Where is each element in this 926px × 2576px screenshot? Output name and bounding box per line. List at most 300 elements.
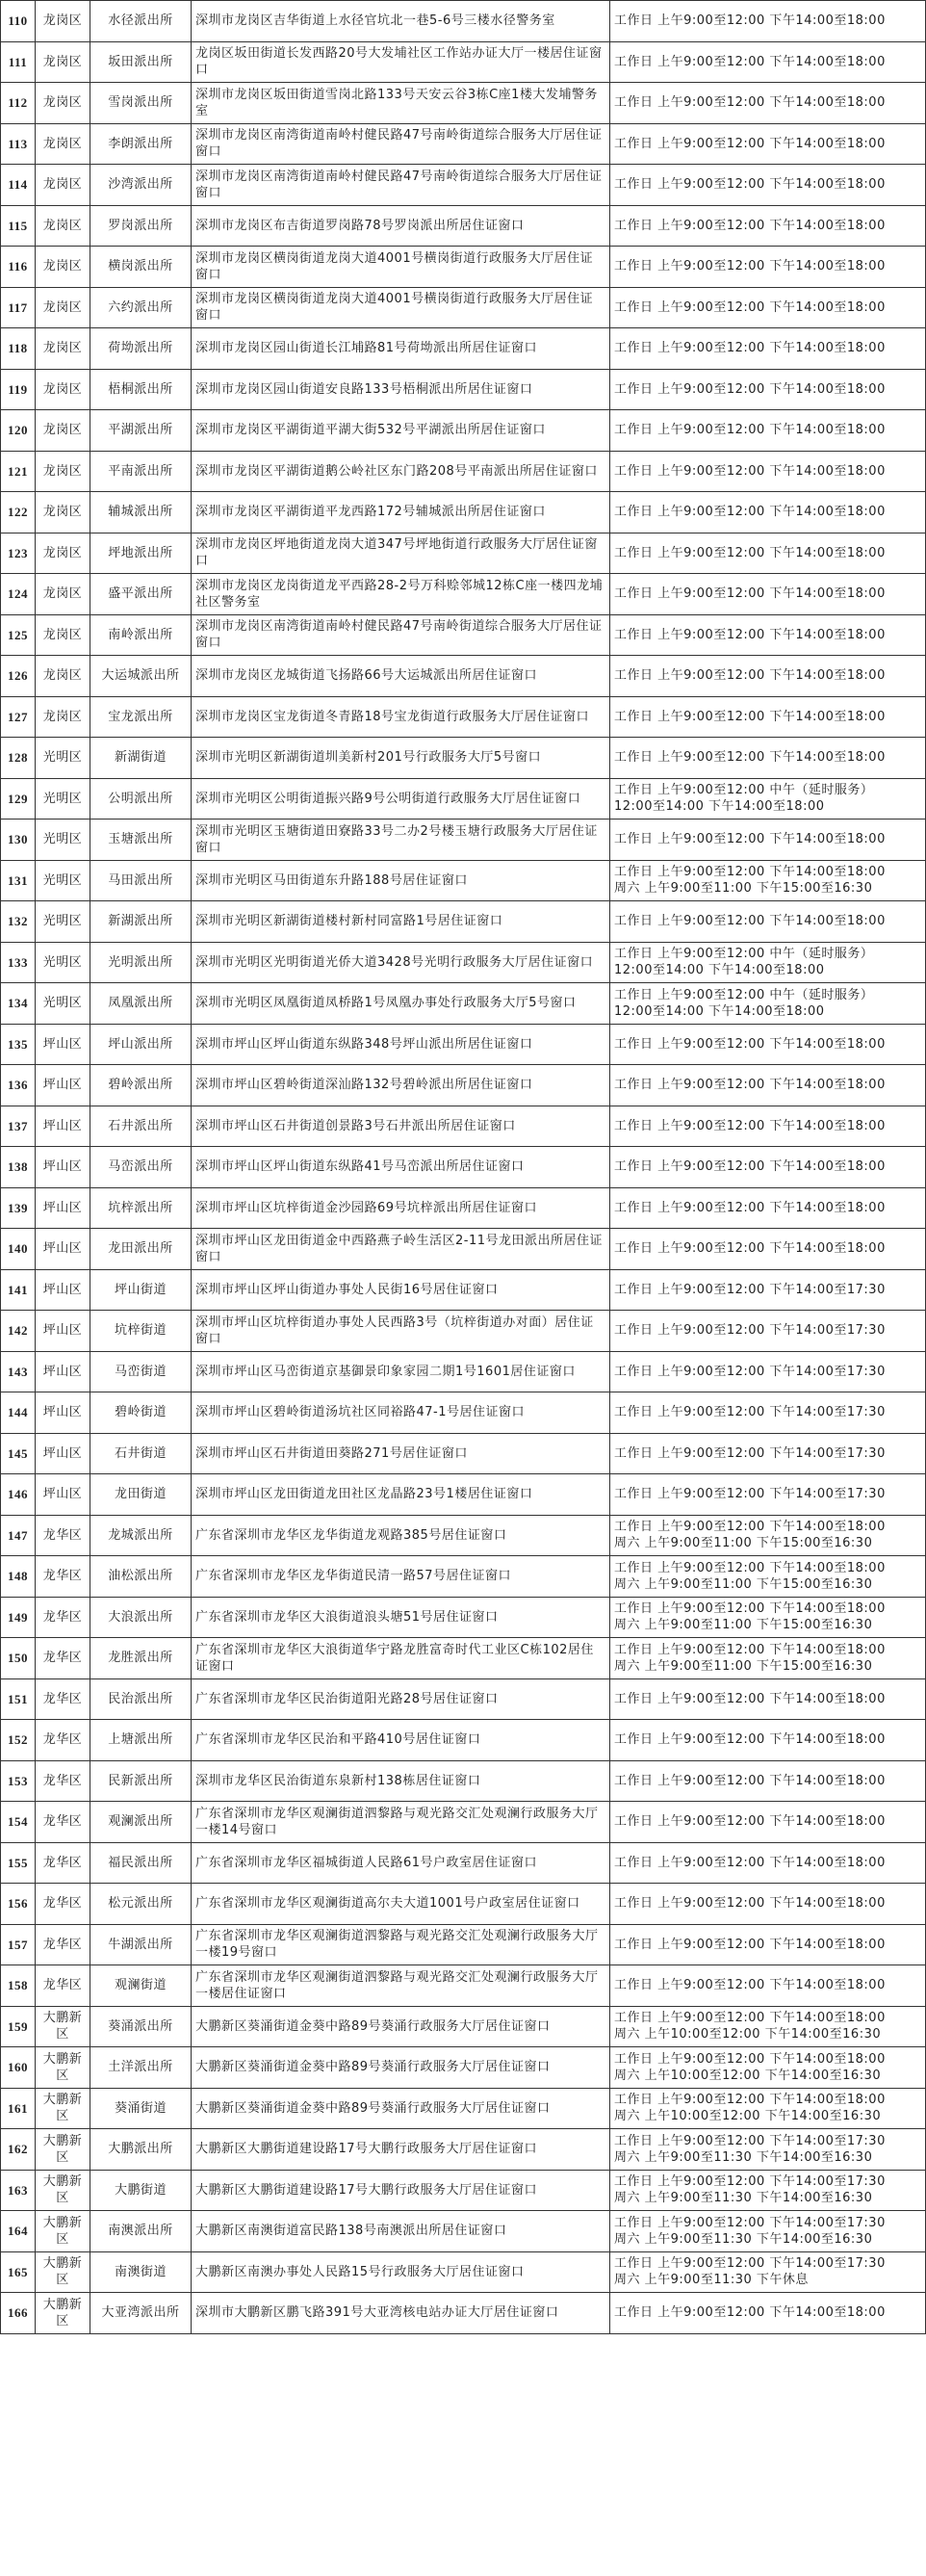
office-name-cell: 龙田街道 (90, 1474, 192, 1516)
district-cell: 龙华区 (36, 1556, 90, 1598)
table-row (1, 1720, 926, 1761)
address-cell: 深圳市龙岗区横岗街道龙岗大道4001号横岗街道行政服务大厅居住证窗口 (192, 287, 610, 328)
hours-cell: 工作日 上午9:00至12:00 下午14:00至18:00 (610, 41, 926, 83)
address-cell: 广东省深圳市龙华区大浪街道华宁路龙胜富奇时代工业区C栋102居住证窗口 (192, 1638, 610, 1679)
district-cell: 龙华区 (36, 1965, 90, 2007)
district-cell: 龙岗区 (36, 451, 90, 492)
row-number: 132 (1, 901, 36, 943)
row-number: 151 (1, 1678, 36, 1720)
address-cell: 深圳市坪山区坑梓街道办事处人民西路3号（坑梓街道办对面）居住证窗口 (192, 1311, 610, 1352)
table-row (1, 860, 926, 901)
address-cell: 深圳市坪山区龙田街道龙田社区龙晶路23号1楼居住证窗口 (192, 1474, 610, 1516)
district-cell: 坪山区 (36, 1392, 90, 1434)
office-name-cell: 龙胜派出所 (90, 1638, 192, 1679)
row-number: 126 (1, 656, 36, 697)
district-cell: 龙岗区 (36, 41, 90, 83)
table-row (1, 1802, 926, 1843)
table-row (1, 2129, 926, 2171)
district-cell: 大鹏新区 (36, 2006, 90, 2047)
table-row (1, 533, 926, 574)
hours-cell: 工作日 上午9:00至12:00 下午14:00至18:00 (610, 247, 926, 288)
office-name-cell: 新湖派出所 (90, 901, 192, 943)
address-cell: 深圳市坪山区龙田街道金中西路燕子岭生活区2-11号龙田派出所居住证窗口 (192, 1229, 610, 1270)
office-name-cell: 大鹏派出所 (90, 2129, 192, 2171)
address-cell: 深圳市光明区新湖街道楼村新村同富路1号居住证窗口 (192, 901, 610, 943)
address-cell: 大鹏新区葵涌街道金葵中路89号葵涌行政服务大厅居住证窗口 (192, 2006, 610, 2047)
office-name-cell: 凤凰派出所 (90, 983, 192, 1025)
office-name-cell: 观澜街道 (90, 1965, 192, 2007)
district-cell: 龙岗区 (36, 574, 90, 615)
district-cell: 龙岗区 (36, 205, 90, 247)
district-cell: 光明区 (36, 942, 90, 983)
address-cell: 深圳市坪山区石井街道田葵路271号居住证窗口 (192, 1433, 610, 1474)
hours-cell: 工作日 上午9:00至12:00 下午14:00至18:00 (610, 451, 926, 492)
hours-cell: 工作日 上午9:00至12:00 下午14:00至18:00 (610, 165, 926, 206)
address-cell: 深圳市坪山区马峦街道京基御景印象家园二期1号1601居住证窗口 (192, 1351, 610, 1392)
office-name-cell: 平湖派出所 (90, 410, 192, 452)
row-number: 159 (1, 2006, 36, 2047)
hours-cell: 工作日 上午9:00至12:00 下午14:00至18:00 周六 上午9:00至11:00 下午15:00至16:30 (610, 1638, 926, 1679)
office-name-cell: 横岗派出所 (90, 247, 192, 288)
district-cell: 大鹏新区 (36, 2088, 90, 2129)
hours-cell: 工作日 上午9:00至12:00 下午14:00至18:00 (610, 123, 926, 165)
table-row (1, 1311, 926, 1352)
district-cell: 坪山区 (36, 1024, 90, 1065)
table-row (1, 83, 926, 124)
table-row (1, 2293, 926, 2334)
table-row (1, 1924, 926, 1965)
address-cell: 深圳市龙岗区南湾街道南岭村健民路47号南岭街道综合服务大厅居住证窗口 (192, 614, 610, 656)
table-row (1, 2251, 926, 2293)
district-cell: 大鹏新区 (36, 2170, 90, 2211)
hours-cell: 工作日 上午9:00至12:00 下午14:00至17:30 周六 上午9:00至11:30 下午14:00至16:30 (610, 2129, 926, 2171)
row-number: 147 (1, 1515, 36, 1556)
office-name-cell: 民治派出所 (90, 1678, 192, 1720)
table-row (1, 2088, 926, 2129)
address-cell: 广东省深圳市龙华区观澜街道泗黎路与观光路交汇处观澜行政服务大厅一楼19号窗口 (192, 1924, 610, 1965)
office-name-cell: 石井派出所 (90, 1106, 192, 1147)
table-row (1, 1474, 926, 1516)
row-number: 165 (1, 2251, 36, 2293)
address-cell: 广东省深圳市龙华区大浪街道浪头塘51号居住证窗口 (192, 1597, 610, 1638)
district-cell: 坪山区 (36, 1147, 90, 1188)
address-cell: 广东省深圳市龙华区观澜街道高尔夫大道1001号户政室居住证窗口 (192, 1884, 610, 1925)
office-name-cell: 碧岭街道 (90, 1392, 192, 1434)
hours-cell: 工作日 上午9:00至12:00 下午14:00至18:00 (610, 369, 926, 410)
address-cell: 深圳市龙岗区南湾街道南岭村健民路47号南岭街道综合服务大厅居住证窗口 (192, 123, 610, 165)
table-row (1, 983, 926, 1025)
hours-cell: 工作日 上午9:00至12:00 下午14:00至18:00 (610, 574, 926, 615)
table-row (1, 2170, 926, 2211)
hours-cell: 工作日 上午9:00至12:00 下午14:00至17:30 (610, 1311, 926, 1352)
address-cell: 龙岗区坂田街道长发西路20号大发埔社区工作站办证大厅一楼居住证窗口 (192, 41, 610, 83)
hours-cell: 工作日 上午9:00至12:00 下午14:00至18:00 周六 上午10:00至12:00 下午14:00至16:30 (610, 2088, 926, 2129)
row-number: 133 (1, 942, 36, 983)
table-row (1, 696, 926, 738)
office-name-cell: 新湖街道 (90, 738, 192, 779)
table-row (1, 1556, 926, 1598)
district-cell: 龙岗区 (36, 656, 90, 697)
hours-cell: 工作日 上午9:00至12:00 下午14:00至18:00 (610, 533, 926, 574)
office-name-cell: 公明派出所 (90, 778, 192, 820)
table-row (1, 1269, 926, 1311)
address-cell: 深圳市龙岗区南湾街道南岭村健民路47号南岭街道综合服务大厅居住证窗口 (192, 165, 610, 206)
office-name-cell: 辅城派出所 (90, 492, 192, 533)
table-row (1, 574, 926, 615)
row-number: 111 (1, 41, 36, 83)
table-row (1, 1187, 926, 1229)
office-name-cell: 石井街道 (90, 1433, 192, 1474)
district-cell: 龙岗区 (36, 1, 90, 42)
district-cell: 大鹏新区 (36, 2293, 90, 2334)
hours-cell: 工作日 上午9:00至12:00 下午14:00至18:00 (610, 328, 926, 370)
address-cell: 广东省深圳市龙华区民治和平路410号居住证窗口 (192, 1720, 610, 1761)
table-row (1, 41, 926, 83)
district-cell: 坪山区 (36, 1311, 90, 1352)
office-name-cell: 李朗派出所 (90, 123, 192, 165)
table-row (1, 1842, 926, 1884)
office-name-cell: 南澳街道 (90, 2251, 192, 2293)
address-cell: 深圳市坪山区坑梓街道金沙园路69号坑梓派出所居住证窗口 (192, 1187, 610, 1229)
district-cell: 龙岗区 (36, 123, 90, 165)
row-number: 131 (1, 860, 36, 901)
row-number: 153 (1, 1760, 36, 1802)
hours-cell: 工作日 上午9:00至12:00 下午14:00至18:00 (610, 1065, 926, 1106)
address-cell: 广东省深圳市龙华区民治街道阳光路28号居住证窗口 (192, 1678, 610, 1720)
address-cell: 大鹏新区大鹏街道建设路17号大鹏行政服务大厅居住证窗口 (192, 2129, 610, 2171)
address-cell: 大鹏新区大鹏街道建设路17号大鹏行政服务大厅居住证窗口 (192, 2170, 610, 2211)
hours-cell: 工作日 上午9:00至12:00 下午14:00至17:30 (610, 1474, 926, 1516)
hours-cell: 工作日 上午9:00至12:00 中午（延时服务） 12:00至14:00 下午14:00至18:00 (610, 983, 926, 1025)
row-number: 149 (1, 1597, 36, 1638)
row-number: 134 (1, 983, 36, 1025)
office-name-cell: 马峦派出所 (90, 1147, 192, 1188)
table-row (1, 1351, 926, 1392)
district-cell: 光明区 (36, 820, 90, 861)
office-name-cell: 荷坳派出所 (90, 328, 192, 370)
row-number: 162 (1, 2129, 36, 2171)
row-number: 120 (1, 410, 36, 452)
hours-cell: 工作日 上午9:00至12:00 下午14:00至18:00 周六 上午9:00至11:00 下午15:00至16:30 (610, 860, 926, 901)
row-number: 137 (1, 1106, 36, 1147)
row-number: 136 (1, 1065, 36, 1106)
hours-cell: 工作日 上午9:00至12:00 下午14:00至17:30 (610, 1392, 926, 1434)
address-cell: 深圳市龙岗区布吉街道罗岗路78号罗岗派出所居住证窗口 (192, 205, 610, 247)
hours-cell: 工作日 上午9:00至12:00 下午14:00至18:00 (610, 820, 926, 861)
address-cell: 广东省深圳市龙华区龙华街道龙观路385号居住证窗口 (192, 1515, 610, 1556)
table-row (1, 1433, 926, 1474)
row-number: 117 (1, 287, 36, 328)
hours-cell: 工作日 上午9:00至12:00 下午14:00至18:00 (610, 656, 926, 697)
office-name-cell: 观澜派出所 (90, 1802, 192, 1843)
hours-cell: 工作日 上午9:00至12:00 中午（延时服务） 12:00至14:00 下午14:00至18:00 (610, 778, 926, 820)
row-number: 129 (1, 778, 36, 820)
district-cell: 坪山区 (36, 1229, 90, 1270)
table-row (1, 942, 926, 983)
office-name-cell: 马田派出所 (90, 860, 192, 901)
row-number: 121 (1, 451, 36, 492)
row-number: 140 (1, 1229, 36, 1270)
address-cell: 深圳市龙岗区龙城街道飞扬路66号大运城派出所居住证窗口 (192, 656, 610, 697)
district-cell: 坪山区 (36, 1474, 90, 1516)
table-row (1, 1392, 926, 1434)
hours-cell: 工作日 上午9:00至12:00 下午14:00至18:00 (610, 1965, 926, 2007)
address-cell: 广东省深圳市龙华区观澜街道泗黎路与观光路交汇处观澜行政服务大厅一楼14号窗口 (192, 1802, 610, 1843)
row-number: 143 (1, 1351, 36, 1392)
office-name-cell: 坂田派出所 (90, 41, 192, 83)
address-cell: 深圳市龙华区民治街道东泉新村138栋居住证窗口 (192, 1760, 610, 1802)
office-name-cell: 牛湖派出所 (90, 1924, 192, 1965)
district-cell: 光明区 (36, 860, 90, 901)
table-row (1, 492, 926, 533)
office-name-cell: 坪地派出所 (90, 533, 192, 574)
address-cell: 深圳市龙岗区龙岗街道龙平西路28-2号万科赊邻城12栋C座一楼四龙埔社区警务室 (192, 574, 610, 615)
row-number: 164 (1, 2211, 36, 2252)
address-cell: 深圳市龙岗区平湖街道平湖大街532号平湖派出所居住证窗口 (192, 410, 610, 452)
office-name-cell: 民新派出所 (90, 1760, 192, 1802)
address-cell: 深圳市龙岗区坂田街道雪岗北路133号天安云谷3栋C座1楼大发埔警务室 (192, 83, 610, 124)
hours-cell: 工作日 上午9:00至12:00 下午14:00至18:00 (610, 901, 926, 943)
table-row (1, 614, 926, 656)
district-cell: 龙华区 (36, 1678, 90, 1720)
address-cell: 深圳市光明区玉塘街道田寮路33号二办2号楼玉塘行政服务大厅居住证窗口 (192, 820, 610, 861)
hours-cell: 工作日 上午9:00至12:00 下午14:00至18:00 (610, 410, 926, 452)
table-body (1, 1, 926, 2334)
table-row (1, 451, 926, 492)
office-name-cell: 松元派出所 (90, 1884, 192, 1925)
row-number: 148 (1, 1556, 36, 1598)
address-cell: 深圳市龙岗区平湖街道鹅公岭社区东门路208号平南派出所居住证窗口 (192, 451, 610, 492)
office-name-cell: 上塘派出所 (90, 1720, 192, 1761)
district-cell: 大鹏新区 (36, 2251, 90, 2293)
table-row (1, 1760, 926, 1802)
office-name-cell: 雪岗派出所 (90, 83, 192, 124)
hours-cell: 工作日 上午9:00至12:00 下午14:00至18:00 (610, 205, 926, 247)
address-cell: 深圳市龙岗区平湖街道平龙西路172号辅城派出所居住证窗口 (192, 492, 610, 533)
address-cell: 深圳市龙岗区园山街道安良路133号梧桐派出所居住证窗口 (192, 369, 610, 410)
office-name-cell: 南澳派出所 (90, 2211, 192, 2252)
office-name-cell: 大鹏街道 (90, 2170, 192, 2211)
address-cell: 深圳市光明区新湖街道圳美新村201号行政服务大厅5号窗口 (192, 738, 610, 779)
hours-cell: 工作日 上午9:00至12:00 下午14:00至18:00 周六 上午9:00至11:00 下午15:00至16:30 (610, 1556, 926, 1598)
hours-cell: 工作日 上午9:00至12:00 下午14:00至18:00 (610, 1720, 926, 1761)
office-name-cell: 水径派出所 (90, 1, 192, 42)
district-cell: 龙华区 (36, 1802, 90, 1843)
office-name-cell: 盛平派出所 (90, 574, 192, 615)
office-name-cell: 大运城派出所 (90, 656, 192, 697)
table-row (1, 901, 926, 943)
district-cell: 龙岗区 (36, 614, 90, 656)
address-cell: 深圳市龙岗区横岗街道龙岗大道4001号横岗街道行政服务大厅居住证窗口 (192, 247, 610, 288)
hours-cell: 工作日 上午9:00至12:00 下午14:00至17:30 (610, 1269, 926, 1311)
row-number: 163 (1, 2170, 36, 2211)
office-name-cell: 宝龙派出所 (90, 696, 192, 738)
hours-cell: 工作日 上午9:00至12:00 下午14:00至18:00 (610, 1147, 926, 1188)
row-number: 142 (1, 1311, 36, 1352)
hours-cell: 工作日 上午9:00至12:00 下午14:00至18:00 (610, 2293, 926, 2334)
table-row (1, 1515, 926, 1556)
hours-cell: 工作日 上午9:00至12:00 下午14:00至18:00 (610, 738, 926, 779)
row-number: 130 (1, 820, 36, 861)
office-name-cell: 罗岗派出所 (90, 205, 192, 247)
row-number: 154 (1, 1802, 36, 1843)
row-number: 113 (1, 123, 36, 165)
row-number: 110 (1, 1, 36, 42)
district-cell: 龙岗区 (36, 696, 90, 738)
address-cell: 深圳市大鹏新区鹏飞路391号大亚湾核电站办证大厅居住证窗口 (192, 2293, 610, 2334)
address-cell: 深圳市坪山区石井街道创景路3号石井派出所居住证窗口 (192, 1106, 610, 1147)
hours-cell: 工作日 上午9:00至12:00 下午14:00至18:00 (610, 1842, 926, 1884)
table-row (1, 369, 926, 410)
hours-cell: 工作日 上午9:00至12:00 下午14:00至18:00 (610, 1229, 926, 1270)
district-cell: 龙华区 (36, 1924, 90, 1965)
hours-cell: 工作日 上午9:00至12:00 下午14:00至17:30 周六 上午9:00至11:30 下午休息 (610, 2251, 926, 2293)
district-cell: 龙岗区 (36, 287, 90, 328)
row-number: 146 (1, 1474, 36, 1516)
district-cell: 坪山区 (36, 1106, 90, 1147)
row-number: 144 (1, 1392, 36, 1434)
hours-cell: 工作日 上午9:00至12:00 下午14:00至18:00 (610, 1802, 926, 1843)
table-row (1, 820, 926, 861)
hours-cell: 工作日 上午9:00至12:00 下午14:00至18:00 (610, 1024, 926, 1065)
district-cell: 光明区 (36, 983, 90, 1025)
address-cell: 深圳市龙岗区坪地街道龙岗大道347号坪地街道行政服务大厅居住证窗口 (192, 533, 610, 574)
hours-cell: 工作日 上午9:00至12:00 下午14:00至18:00 (610, 287, 926, 328)
table-row (1, 1147, 926, 1188)
hours-cell: 工作日 上午9:00至12:00 下午14:00至17:30 周六 上午9:00至11:30 下午14:00至16:30 (610, 2170, 926, 2211)
table-row (1, 1106, 926, 1147)
hours-cell: 工作日 上午9:00至12:00 下午14:00至18:00 (610, 1924, 926, 1965)
office-name-cell: 六约派出所 (90, 287, 192, 328)
office-name-cell: 坪山街道 (90, 1269, 192, 1311)
row-number: 127 (1, 696, 36, 738)
district-cell: 大鹏新区 (36, 2129, 90, 2171)
district-cell: 光明区 (36, 901, 90, 943)
office-name-cell: 玉塘派出所 (90, 820, 192, 861)
office-name-cell: 葵涌街道 (90, 2088, 192, 2129)
hours-cell: 工作日 上午9:00至12:00 下午14:00至18:00 (610, 1760, 926, 1802)
row-number: 128 (1, 738, 36, 779)
row-number: 119 (1, 369, 36, 410)
hours-cell: 工作日 上午9:00至12:00 下午14:00至18:00 (610, 1884, 926, 1925)
office-name-cell: 碧岭派出所 (90, 1065, 192, 1106)
district-cell: 龙岗区 (36, 369, 90, 410)
district-cell: 龙华区 (36, 1515, 90, 1556)
district-cell: 光明区 (36, 778, 90, 820)
hours-cell: 工作日 上午9:00至12:00 下午14:00至18:00 周六 上午9:00至11:00 下午15:00至16:30 (610, 1515, 926, 1556)
address-cell: 深圳市光明区马田街道东升路188号居住证窗口 (192, 860, 610, 901)
hours-cell: 工作日 上午9:00至12:00 下午14:00至18:00 (610, 1106, 926, 1147)
district-cell: 大鹏新区 (36, 2047, 90, 2089)
office-name-cell: 坑梓派出所 (90, 1187, 192, 1229)
district-cell: 龙华区 (36, 1597, 90, 1638)
table-row (1, 2211, 926, 2252)
row-number: 125 (1, 614, 36, 656)
row-number: 160 (1, 2047, 36, 2089)
row-number: 155 (1, 1842, 36, 1884)
row-number: 116 (1, 247, 36, 288)
office-name-cell: 南岭派出所 (90, 614, 192, 656)
office-name-cell: 大亚湾派出所 (90, 2293, 192, 2334)
row-number: 141 (1, 1269, 36, 1311)
table-row (1, 1884, 926, 1925)
district-cell: 龙岗区 (36, 410, 90, 452)
row-number: 122 (1, 492, 36, 533)
row-number: 135 (1, 1024, 36, 1065)
row-number: 118 (1, 328, 36, 370)
row-number: 157 (1, 1924, 36, 1965)
row-number: 158 (1, 1965, 36, 2007)
district-cell: 坪山区 (36, 1187, 90, 1229)
hours-cell: 工作日 上午9:00至12:00 下午14:00至17:30 (610, 1433, 926, 1474)
address-cell: 深圳市光明区凤凰街道凤桥路1号凤凰办事处行政服务大厅5号窗口 (192, 983, 610, 1025)
district-cell: 坪山区 (36, 1065, 90, 1106)
address-cell: 深圳市光明区公明街道振兴路9号公明街道行政服务大厅居住证窗口 (192, 778, 610, 820)
hours-cell: 工作日 上午9:00至12:00 下午14:00至18:00 周六 上午9:00至11:00 下午15:00至16:30 (610, 1597, 926, 1638)
district-cell: 龙岗区 (36, 247, 90, 288)
table-row (1, 287, 926, 328)
hours-cell: 工作日 上午9:00至12:00 中午（延时服务） 12:00至14:00 下午14:00至18:00 (610, 942, 926, 983)
district-cell: 大鹏新区 (36, 2211, 90, 2252)
hours-cell: 工作日 上午9:00至12:00 下午14:00至18:00 周六 上午10:00至12:00 下午14:00至16:30 (610, 2006, 926, 2047)
district-cell: 坪山区 (36, 1433, 90, 1474)
office-name-cell: 坑梓街道 (90, 1311, 192, 1352)
district-cell: 龙岗区 (36, 165, 90, 206)
office-name-cell: 大浪派出所 (90, 1597, 192, 1638)
table-row (1, 165, 926, 206)
table-row (1, 1229, 926, 1270)
address-cell: 深圳市龙岗区园山街道长江埔路81号荷坳派出所居住证窗口 (192, 328, 610, 370)
office-name-cell: 坪山派出所 (90, 1024, 192, 1065)
table-row (1, 328, 926, 370)
table-row (1, 247, 926, 288)
row-number: 150 (1, 1638, 36, 1679)
row-number: 114 (1, 165, 36, 206)
address-cell: 深圳市龙岗区吉华街道上水径官坑北一巷5-6号三楼水径警务室 (192, 1, 610, 42)
row-number: 112 (1, 83, 36, 124)
hours-cell: 工作日 上午9:00至12:00 下午14:00至18:00 (610, 614, 926, 656)
hours-cell: 工作日 上午9:00至12:00 下午14:00至18:00 (610, 1678, 926, 1720)
row-number: 152 (1, 1720, 36, 1761)
table-row (1, 1638, 926, 1679)
row-number: 156 (1, 1884, 36, 1925)
table-row (1, 410, 926, 452)
hours-cell: 工作日 上午9:00至12:00 下午14:00至18:00 周六 上午10:00至12:00 下午14:00至16:30 (610, 2047, 926, 2089)
district-cell: 龙华区 (36, 1638, 90, 1679)
office-name-cell: 油松派出所 (90, 1556, 192, 1598)
table-row (1, 1, 926, 42)
table-row (1, 2006, 926, 2047)
hours-cell: 工作日 上午9:00至12:00 下午14:00至17:30 (610, 1351, 926, 1392)
table-row (1, 2047, 926, 2089)
address-cell: 大鹏新区葵涌街道金葵中路89号葵涌行政服务大厅居住证窗口 (192, 2047, 610, 2089)
district-cell: 龙华区 (36, 1720, 90, 1761)
table-row (1, 778, 926, 820)
address-cell: 深圳市光明区光明街道光侨大道3428号光明行政服务大厅居住证窗口 (192, 942, 610, 983)
address-cell: 深圳市坪山区碧岭街道深汕路132号碧岭派出所居住证窗口 (192, 1065, 610, 1106)
office-name-cell: 马峦街道 (90, 1351, 192, 1392)
row-number: 139 (1, 1187, 36, 1229)
table-row (1, 738, 926, 779)
hours-cell: 工作日 上午9:00至12:00 下午14:00至18:00 (610, 1187, 926, 1229)
table-row (1, 1597, 926, 1638)
district-cell: 龙华区 (36, 1842, 90, 1884)
district-cell: 坪山区 (36, 1269, 90, 1311)
row-number: 145 (1, 1433, 36, 1474)
office-name-cell: 龙田派出所 (90, 1229, 192, 1270)
row-number: 115 (1, 205, 36, 247)
district-cell: 龙岗区 (36, 83, 90, 124)
